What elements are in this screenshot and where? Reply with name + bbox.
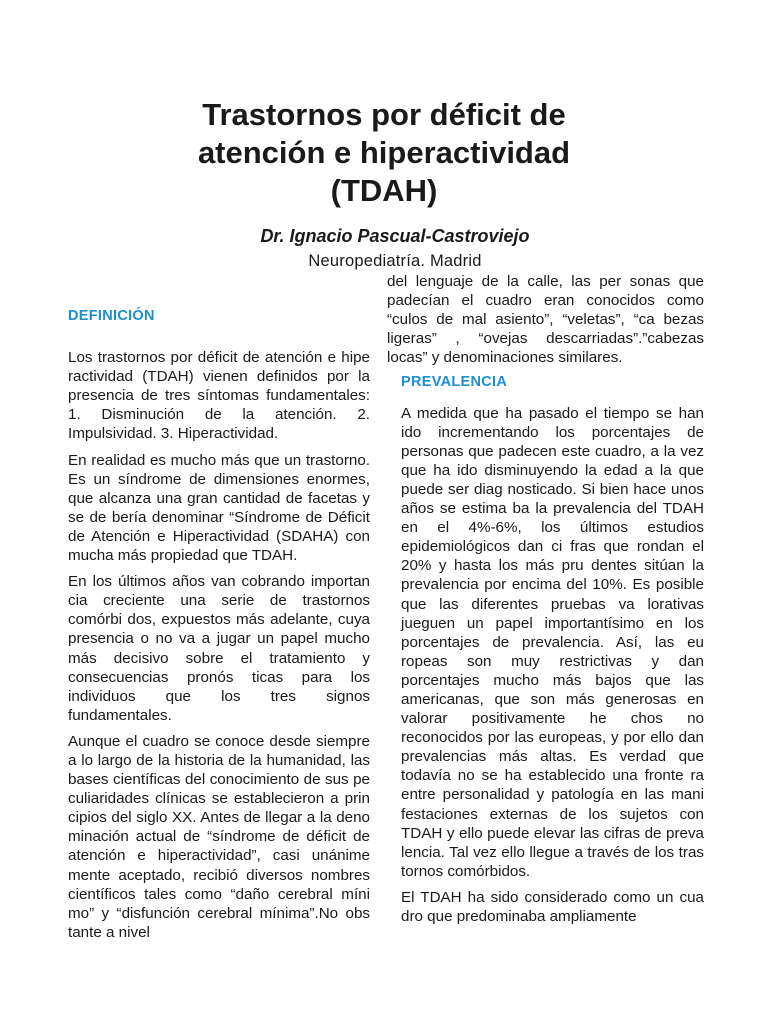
paragraph: Aunque el cuadro se conoce desde siempre a lo largo de la historia de la humanidad, las bases científicas del conocimiento de sus pe culiaridades clínicas se establecieron a prin cipios del siglo XX. Antes de llegar a la deno minación actual de “síndrome de déficit de atención e hiperactividad”, casi unánime mente aceptado, recibió diversos nombres científicos tales como “daño cerebral míni mo” y “disfunción cerebral mínima”.No obs tante a nivel [68, 732, 370, 941]
paragraph: El TDAH ha sido considerado como un cua dro que predominaba ampliamente [401, 888, 704, 925]
prevalencia-body [387, 404, 704, 927]
title-line: Trastornos por déficit de [202, 97, 566, 132]
paragraph: Los trastornos por déficit de atención e hipe ractividad (TDAH) vienen definidos por la presencia de tres síntomas fundamentales: 1. Disminución de la atención. 2. Impulsividad. 3. Hiperactividad. [68, 349, 370, 443]
author-affiliation: Neuropediatría. Madrid [308, 252, 482, 270]
author-name: Dr. Ignacio Pascual-Castroviejo [260, 226, 530, 246]
paragraph: En realidad es mucho más que un trastorno. Es un síndrome de dimensiones enormes, que alcanza una gran cantidad de facetas y se de bería denominar “Síndrome de Déficit de Atención e Hiperactividad (SDAHA) con mucha más propiedad que TDAH. [68, 451, 370, 565]
paragraph: En los últimos años van cobrando importan cia creciente una serie de trastornos comórbi dos, expuestos más adelante, cuya presencia o no va a jugar un papel mucho más decisivo sobre el tratamiento y consecuencias pronós ticas para los individuos que los tres signos fundamentales. [68, 573, 370, 724]
left-column [68, 307, 370, 949]
paragraph: A medida que ha pasado el tiempo se han ido incrementando los porcentajes de personas que padecen este cuadro, a la vez que ha ido disminuyendo la edad a la que puede ser diag nosticado. Si bien hace unos años se estima ba la prevalencia del TDAH en el 4%-6%, los últimos estudios epidemiológicos dan ci fras que rondan el 20% y hasta los más pru dentes sitúan la prevalencia por encima del 10%. Es posible que las diferentes pruebas va lorativas jueguen un papel importantísimo en los porcentajes de prevalencia. Así, las eu ropeas son muy restrictivas y dan porcentajes mucho más bajos que las americanas, que son más generosas en valorar positivamente he chos no reconocidos por las europeas, y por ello dan prevalencias más altas. Es verdad que todavía no se ha establecido una fronte ra entre personalidad y patología en las mani festaciones externas de los sujetos con TDAH y ello puede elevar las cifras de preva lencia. Tal vez ello llegue a través de los tras tornos comórbidos. [401, 404, 704, 880]
article-title [0, 96, 768, 210]
section-heading-definicion: DEFINICIÓN [68, 308, 155, 324]
title-line: (TDAH) [330, 173, 438, 208]
title-line: atención e hiperactividad [197, 135, 571, 170]
right-column [387, 272, 704, 933]
continued-paragraph: del lenguaje de la calle, las per sonas que padecían el cuadro eran conocidos como “culos de mal asiento”, “veletas”, “ca bezas ligeras” , “ovejas descarriadas”.”cabezas locas” y denominaciones similares. [387, 273, 704, 367]
section-heading-prevalencia: PREVALENCIA [401, 374, 508, 391]
